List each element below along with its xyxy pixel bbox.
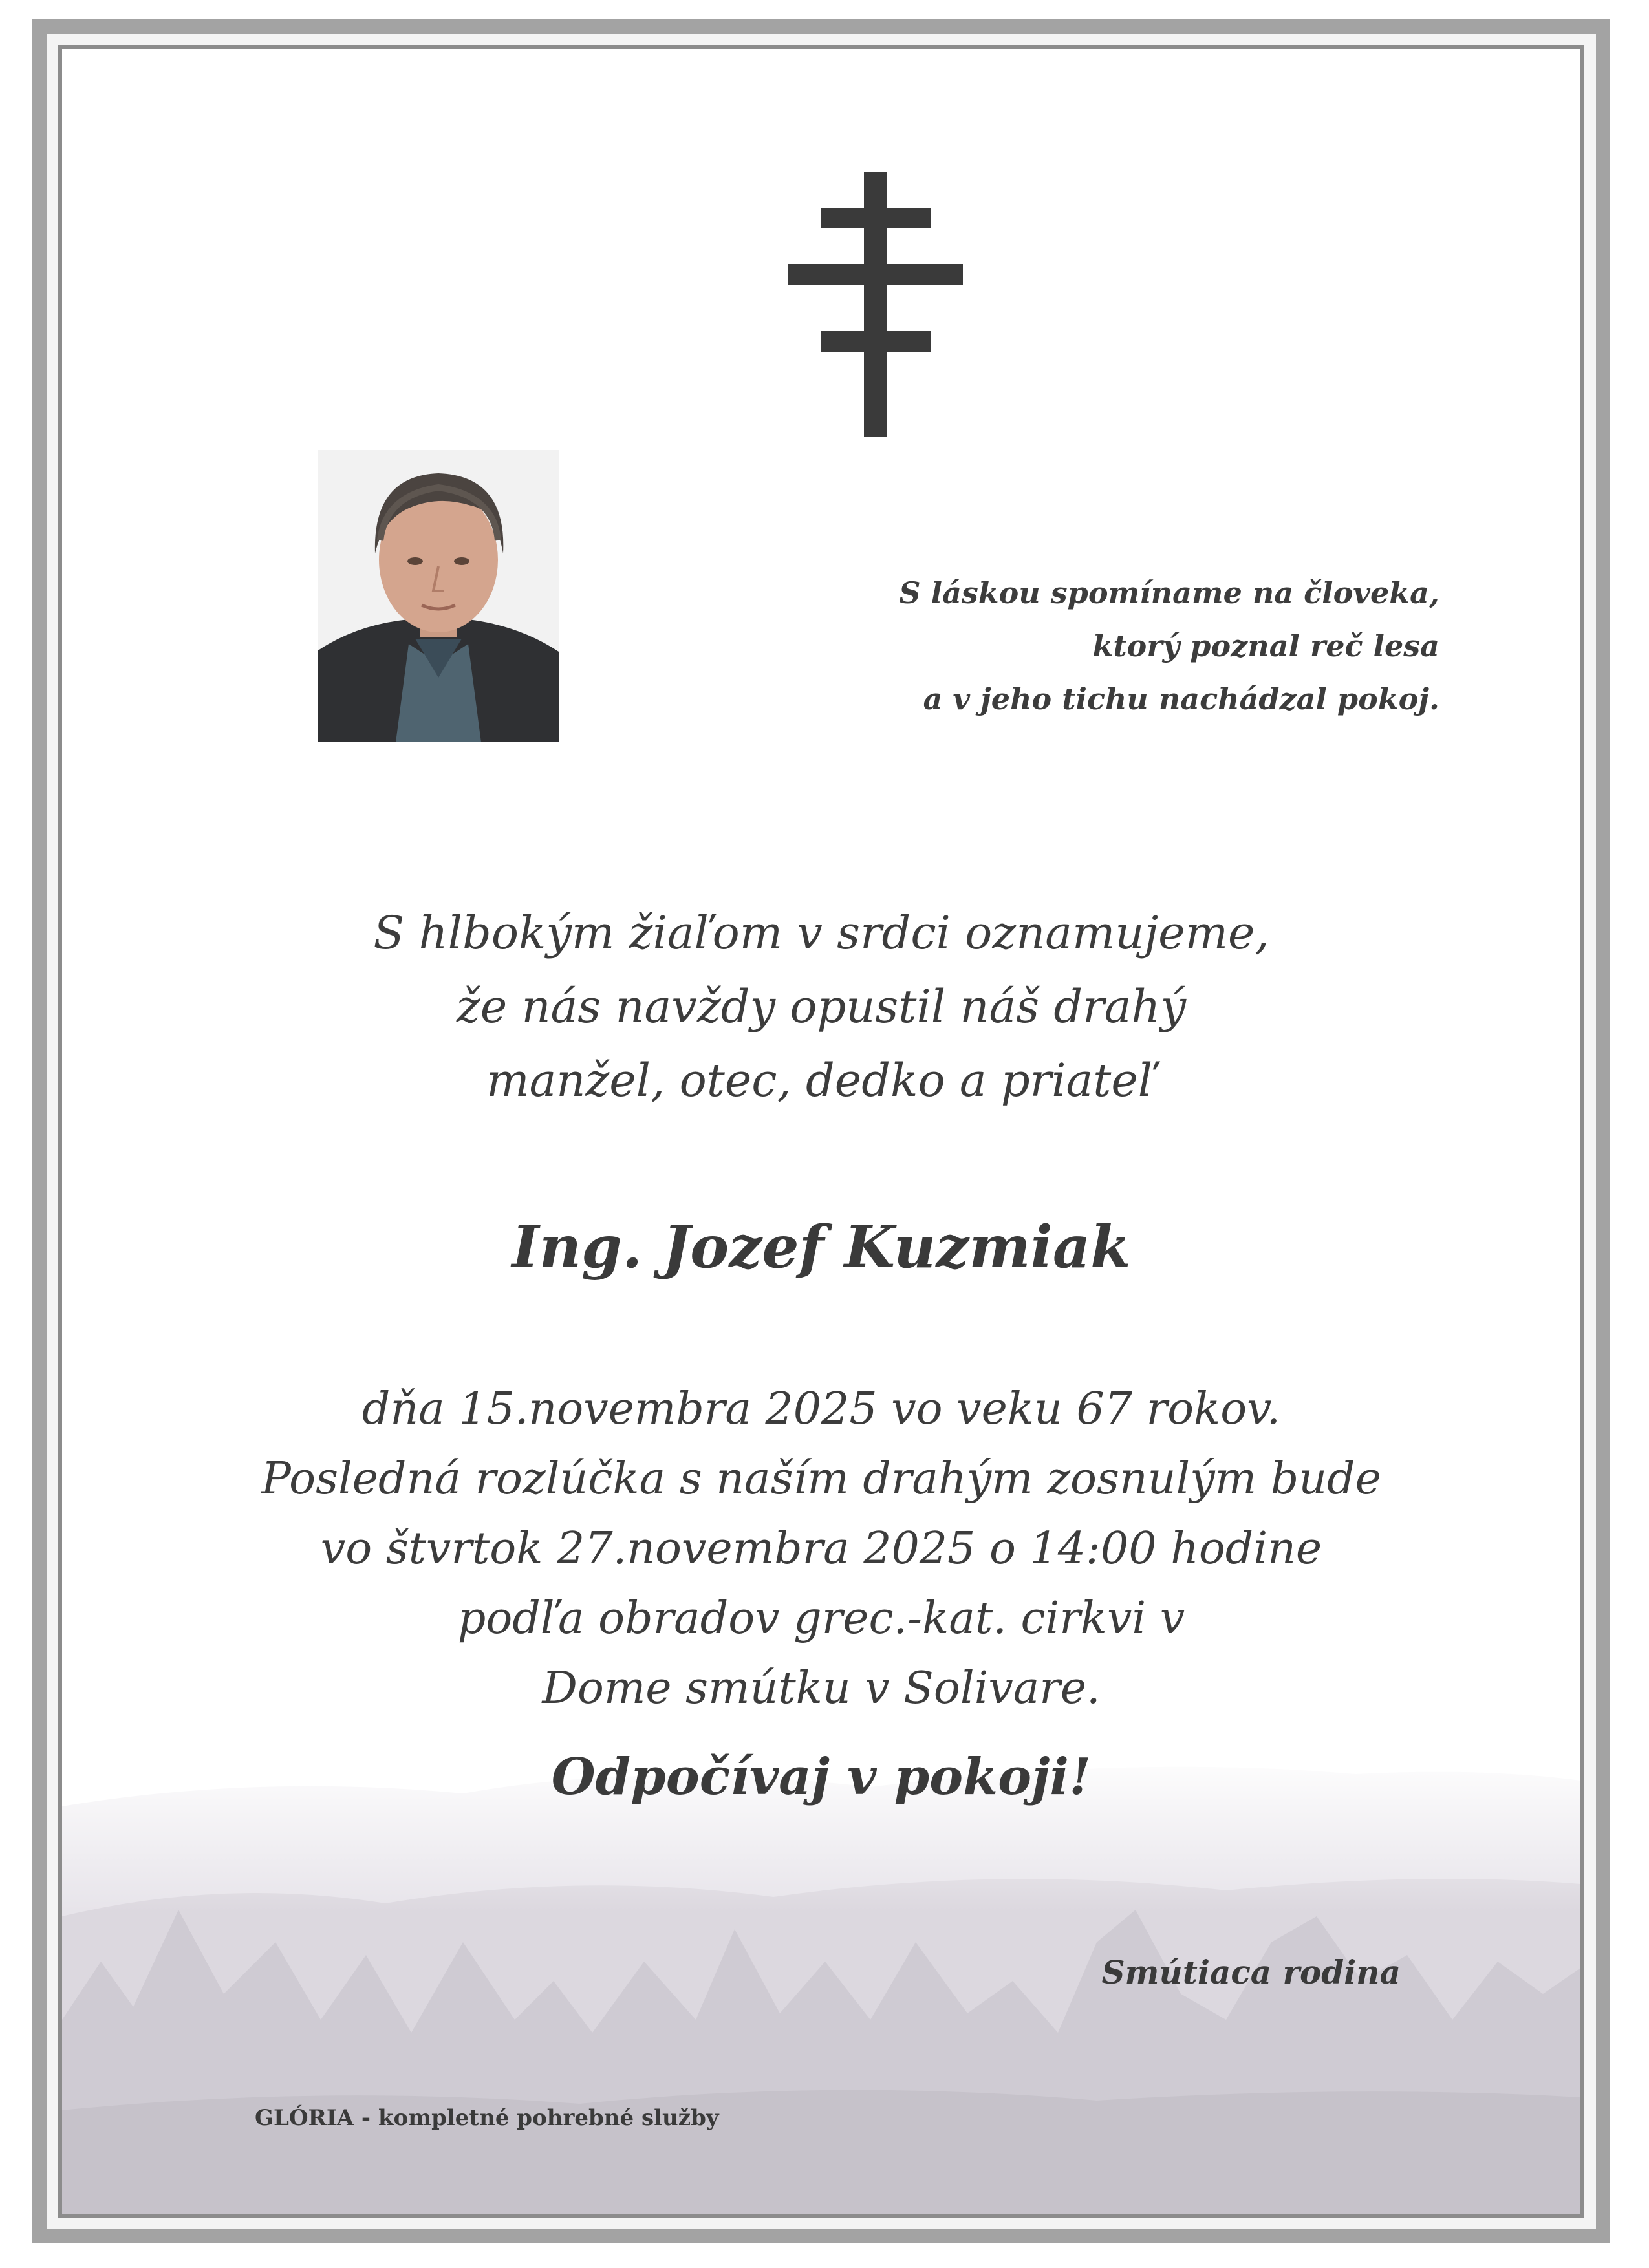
memorial-verse: [754, 566, 1439, 725]
details-line: Posledná rozlúčka s naším drahým zosnulým bude: [261, 1453, 1381, 1504]
rest-in-peace: Odpočívaj v pokoji!: [551, 1748, 1092, 1806]
verse-line: ktorý poznal reč lesa: [1092, 628, 1439, 663]
announcement-intro: [62, 896, 1580, 1117]
intro-line: S hlbokým žiaľom v srdci oznamujeme,: [373, 906, 1269, 959]
deceased-name: Ing. Jozef Kuzmiak: [512, 1213, 1131, 1281]
details-line: podľa obradov grec.-kat. cirkvi v: [457, 1593, 1185, 1644]
verse-line: a v jeho tichu nachádzal pokoj.: [923, 681, 1439, 716]
details-line: Dome smútku v Solivare.: [542, 1663, 1101, 1714]
details-line: dňa 15.novembra 2025 vo veku 67 rokov.: [361, 1384, 1281, 1435]
portrait-photo: [318, 450, 559, 742]
verse-line: S láskou spomíname na človeka,: [899, 575, 1439, 610]
funeral-service-company: GLÓRIA - kompletné pohrebné služby: [255, 2105, 719, 2131]
funeral-details: [62, 1375, 1580, 1724]
intro-line: manžel, otec, dedko a priateľ: [486, 1054, 1156, 1107]
patriarchal-cross-icon: [788, 172, 963, 437]
details-line: vo štvrtok 27.novembra 2025 o 14:00 hodine: [320, 1523, 1322, 1574]
intro-line: že nás navždy opustil náš drahý: [456, 980, 1187, 1033]
grieving-family-signature: Smútiaca rodina: [1101, 1953, 1401, 1991]
card-panel: [62, 49, 1580, 2214]
